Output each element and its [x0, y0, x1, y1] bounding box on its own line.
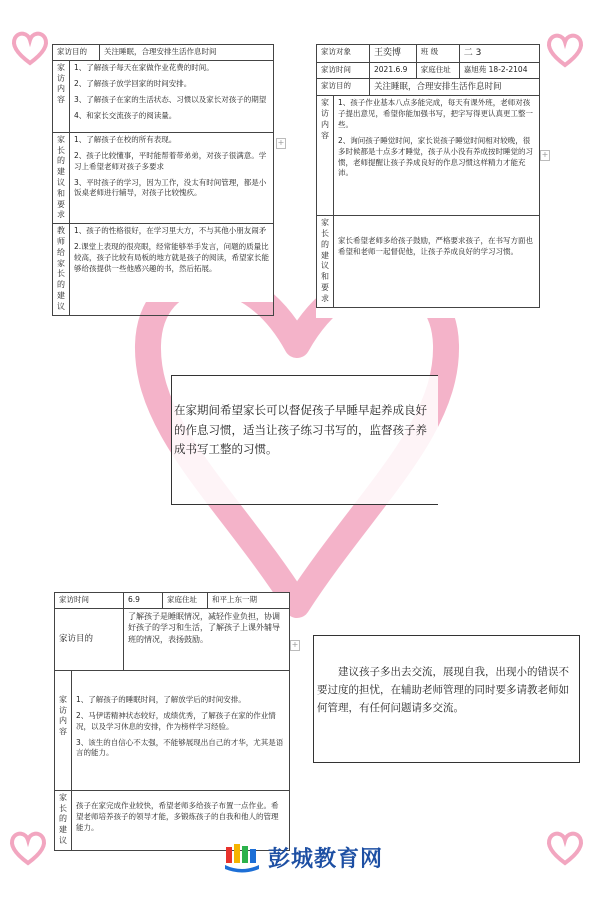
doc1-content-cell [70, 60, 274, 132]
list-item: 2、孩子比较懂事，平时能帮着带弟弟，对孩子很满意。学习上希望老师对孩子多要求 [74, 150, 267, 171]
list-item: 3、了解孩子在家的生活状态、习惯以及家长对孩子的期望 [74, 94, 267, 104]
doc3-content-cell [72, 670, 290, 790]
doc2-student-name: 王奕博 [370, 45, 417, 63]
list-item: 2.课堂上表现的很亮眼，经常能够举手发言，问题的质量比较高，孩子比较有局板的地方就是孩子的阅读，希望家长能够给孩提供一些他感兴趣的书，然后拓展。 [74, 242, 269, 273]
doc3-content-label: 家访内容 [55, 670, 72, 790]
list-item: 1、孩子作业基本八点多能完成，每天有课外班，老师对孩子提出意见，希望你能加强书写，把字写得更认真更工整一些。 [338, 98, 533, 129]
list-item: 4、和家长交流孩子的阅读量。 [74, 110, 177, 120]
list-item: 2、马伊诺精神状态较好，成绩优秀，了解孩子在家的作业情况，以及学习休息的安排，作为榜样学习经验。 [76, 710, 276, 731]
doc1-content-label: 家访内容 [53, 60, 70, 132]
doc2-content-label: 家访内容 [317, 96, 334, 216]
doc2-class-label: 班 级 [416, 45, 459, 63]
corner-heart-icon [545, 32, 585, 68]
doc2-class-value: 二 3 [459, 45, 539, 63]
suggestion-text: 建议孩子多出去交流，展现自我，出现小的错误不要过度的担忧，在辅助老师管理的同时要多请教老师如何管理，有任何问题请多交流。 [317, 666, 569, 714]
doc2-parent-value: 家长希望老师多给孩子鼓励，严格要求孩子，在书写方面也希望和老师一起督促他，让孩子养成良好的学习习惯。 [334, 216, 540, 307]
doc2-purpose-label: 家访目的 [317, 78, 370, 95]
doc3-purpose-label: 家访目的 [55, 608, 124, 670]
doc1-teacher-label: 教师给家长的建议 [53, 224, 70, 315]
doc1-parent-label: 家长的建议和要求 [53, 132, 70, 223]
doc2-visit-target-label: 家访对象 [317, 45, 370, 63]
doc1-fragment [52, 44, 274, 311]
doc2-parent-label: 家长的建议和要求 [317, 216, 334, 307]
list-item: 3、该生的自信心不太强，不能够展现出自己的才华，尤其是语言的能力。 [76, 737, 284, 758]
list-item: 2、询问孩子睡觉时间，家长说孩子睡觉时间相对较晚，很多时候都是十点多才睡觉，孩子从小没有养成按时睡觉的习惯，老师提醒让孩子养成良好的作息习惯这样精力才能充沛。 [338, 135, 533, 178]
corner-heart-icon [8, 830, 48, 866]
doc1-teacher-cell [70, 224, 274, 315]
corner-heart-icon [10, 30, 50, 66]
expand-icon[interactable]: + [291, 640, 299, 649]
doc3-parent-label: 家长的建议 [55, 790, 72, 850]
list-item: 1、了解孩子的睡眠时间，了解放学后的时间安排。 [76, 694, 246, 704]
corner-heart-icon [545, 830, 585, 866]
list-item: 3、平时孩子的学习，因为工作，没太有时间管理，都是小饭桌老师进行辅导，对孩子比较愧疚。 [74, 177, 267, 198]
list-item: 1、了解孩子每天在家做作业花费的时间。 [74, 62, 214, 72]
doc2-visit-time-value: 2021.6.9 [370, 63, 417, 79]
books-logo-icon [224, 843, 260, 873]
doc2-fragment [316, 44, 540, 318]
doc2-address-label: 家庭住址 [416, 63, 459, 79]
doc3-visit-time-value: 6.9 [124, 593, 163, 609]
list-item: 2、了解孩子放学回家的时间安排。 [74, 78, 192, 88]
doc3-visit-time-label: 家访时间 [55, 593, 124, 609]
doc3-fragment [54, 592, 290, 852]
teacher-suggestion-box-2 [313, 635, 580, 763]
expand-icon[interactable]: + [277, 138, 285, 147]
doc2-visit-time-label: 家访时间 [317, 63, 370, 79]
doc3-parent-value: 孩子在家完成作业较快，希望老师多给孩子布置一点作业。希望老师培养孩子的领导才能，多锻炼孩子的自我和他人的管理能力。 [72, 790, 290, 850]
list-item: 1、孩子的性格很好，在学习里大方，不与其他小朋友闹矛 [74, 226, 267, 236]
expand-icon[interactable]: + [541, 150, 549, 159]
doc1-parent-cell [70, 132, 274, 223]
list-item: 1、了解孩子在校的所有表现。 [74, 134, 177, 144]
doc2-purpose-value: 关注睡眠，合理安排生活作息时间 [370, 78, 540, 95]
doc2-address-value: 嘉旭苑 18-2-2104 [459, 63, 539, 79]
site-logo [224, 842, 383, 873]
doc1-purpose-value: 关注睡眠，合理安排生活作息时间 [100, 45, 274, 61]
doc3-address-label: 家庭住址 [163, 593, 208, 609]
doc3-address-value: 和平上东一期 [208, 593, 290, 609]
doc3-purpose-value: 了解孩子是睡眠情况，减轻作业负担，协调好孩子的学习和生活，了解孩子上课外辅导班的情况，表扬鼓励。 [124, 608, 290, 670]
doc1-purpose-label: 家访目的 [53, 45, 100, 61]
doc2-content-cell [334, 96, 540, 216]
logo-text: 彭城教育网 [268, 847, 384, 872]
teacher-suggestion-box-1 [171, 375, 438, 505]
suggestion-text: 在家期间希望家长可以督促孩子早睡早起养成良好的作息习惯，适当让孩子练习书写的，监督孩子养成书写工整的习惯。 [174, 403, 427, 457]
